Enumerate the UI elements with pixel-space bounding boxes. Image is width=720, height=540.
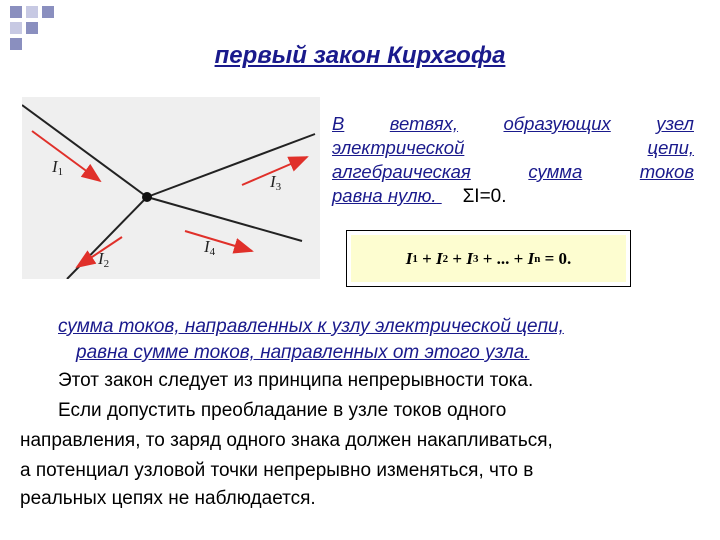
body-line-5: направления, то заряд одного знака должен накапливаться, [20,430,553,451]
body-line-2: равна сумме токов, направленных от этого узла. [76,342,530,363]
body-line-3: Этот закон следует из принципа непрерывности тока. [58,370,534,391]
sum-expression: ΣI=0. [462,186,507,207]
rule-word: ветвях, [389,113,459,134]
rule-statement [332,112,694,209]
rule-word: сумма [528,161,583,182]
body-line-1: сумма токов, направленных к узлу электрической цепи, [58,316,564,337]
label-i3: $I_3$ [270,172,282,193]
arrow-i4 [185,231,252,251]
rule-word: В [332,113,345,134]
rule-word: образующих [503,113,611,134]
branch-1 [22,105,147,197]
formula-box [346,230,631,287]
rule-word: цепи, [647,137,694,158]
page-title: первый закон Кирхгофа [214,42,506,69]
label-i2: $I_2$ [98,249,110,270]
rule-word: электрической [332,137,465,158]
rule-word: узел [656,113,694,134]
body-line-7: реальных цепях не наблюдается. [20,488,316,509]
label-i1: $I_1$ [52,157,64,178]
rule-word: токов [639,161,694,182]
node-diagram [22,97,320,279]
body-line-4: Если допустить преобладание в узле токов одного [58,400,507,421]
body-line-6: а потенциал узловой точки непрерывно изменяться, что в [20,460,534,481]
branch-4 [147,197,302,241]
formula: I 1 + I 2 + I 3 + ... + I n = 0. [351,235,626,282]
branch-3 [147,134,315,197]
label-i4: $I_4$ [204,237,216,258]
rule-word: равна нулю. [332,185,437,206]
node-point [142,192,152,202]
rule-word: алгебраическая [332,161,471,182]
